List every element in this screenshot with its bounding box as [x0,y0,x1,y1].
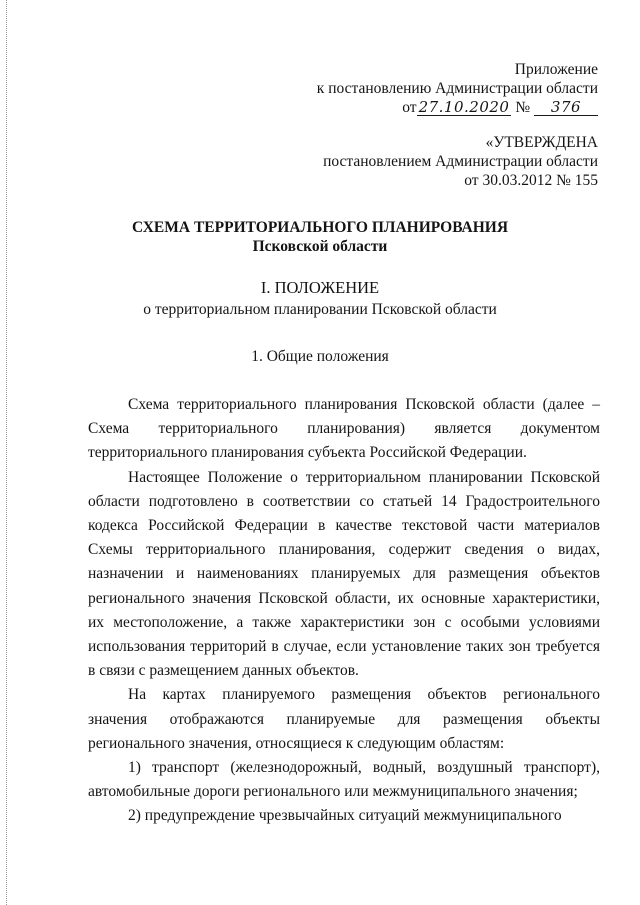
list-item: 1) транспорт (железнодорожный, водный, воздушный транспорт), автомобильные дороги регионального или межмуниципального значения; [88,759,600,801]
number-label: № [515,99,531,116]
section-title: I. ПОЛОЖЕНИЕ [260,278,380,297]
body-text [88,393,600,829]
handwritten-number: 376 [534,100,598,116]
paragraph: Настоящее Положение о территориальном планировании Псковской области подготовлено в соответствии со статьей 14 Градостроительного кодекса Российской Федерации в качестве текстовой части материалов Схемы территориального планирования, содержит сведения о видах, назначении и наименованиях планируемых для размещения объектов регионального значения Псковской области, их основные характеристики, их местоположение, а также характеристики зон с особыми условиями использования территорий в случае, если установление таких зон требуется в связи с размещением данных объектов. [88,468,600,680]
appendix-resolution-line: к постановлению Администрации области [316,80,598,97]
approved-title: «УТВЕРЖДЕНА [485,134,598,151]
appendix-title: Приложение [514,61,598,78]
handwritten-date: 27.10.2020 [418,98,510,116]
appendix-date-line [298,98,598,117]
document-subtitle: Псковской области [252,238,388,255]
paragraph: Схема территориального планирования Псковской области (далее – Схема территориального планирования) является документом территориального планирования субъекта Российской Федерации. [88,396,600,462]
approved-by-line: постановлением Администрации области [323,153,598,170]
list-item: 2) предупреждение чрезвычайных ситуаций межмуниципального [128,807,562,825]
section-subtitle: о территориальном планировании Псковской области [143,301,497,318]
subsection-title: 1. Общие положения [251,348,389,365]
appendix-header [298,60,598,117]
scan-edge-line [6,0,7,905]
approval-header [298,133,598,190]
date-prefix: от [402,99,417,116]
document-title: СХЕМА ТЕРРИТОРИАЛЬНОГО ПЛАНИРОВАНИЯ [131,219,509,236]
approved-date-line: от 30.03.2012 № 155 [464,172,598,189]
paragraph: На картах планируемого размещения объектов регионального значения отображаются планируемые для размещения объекты регионального значения, относящиеся к следующим областям: [88,686,600,752]
